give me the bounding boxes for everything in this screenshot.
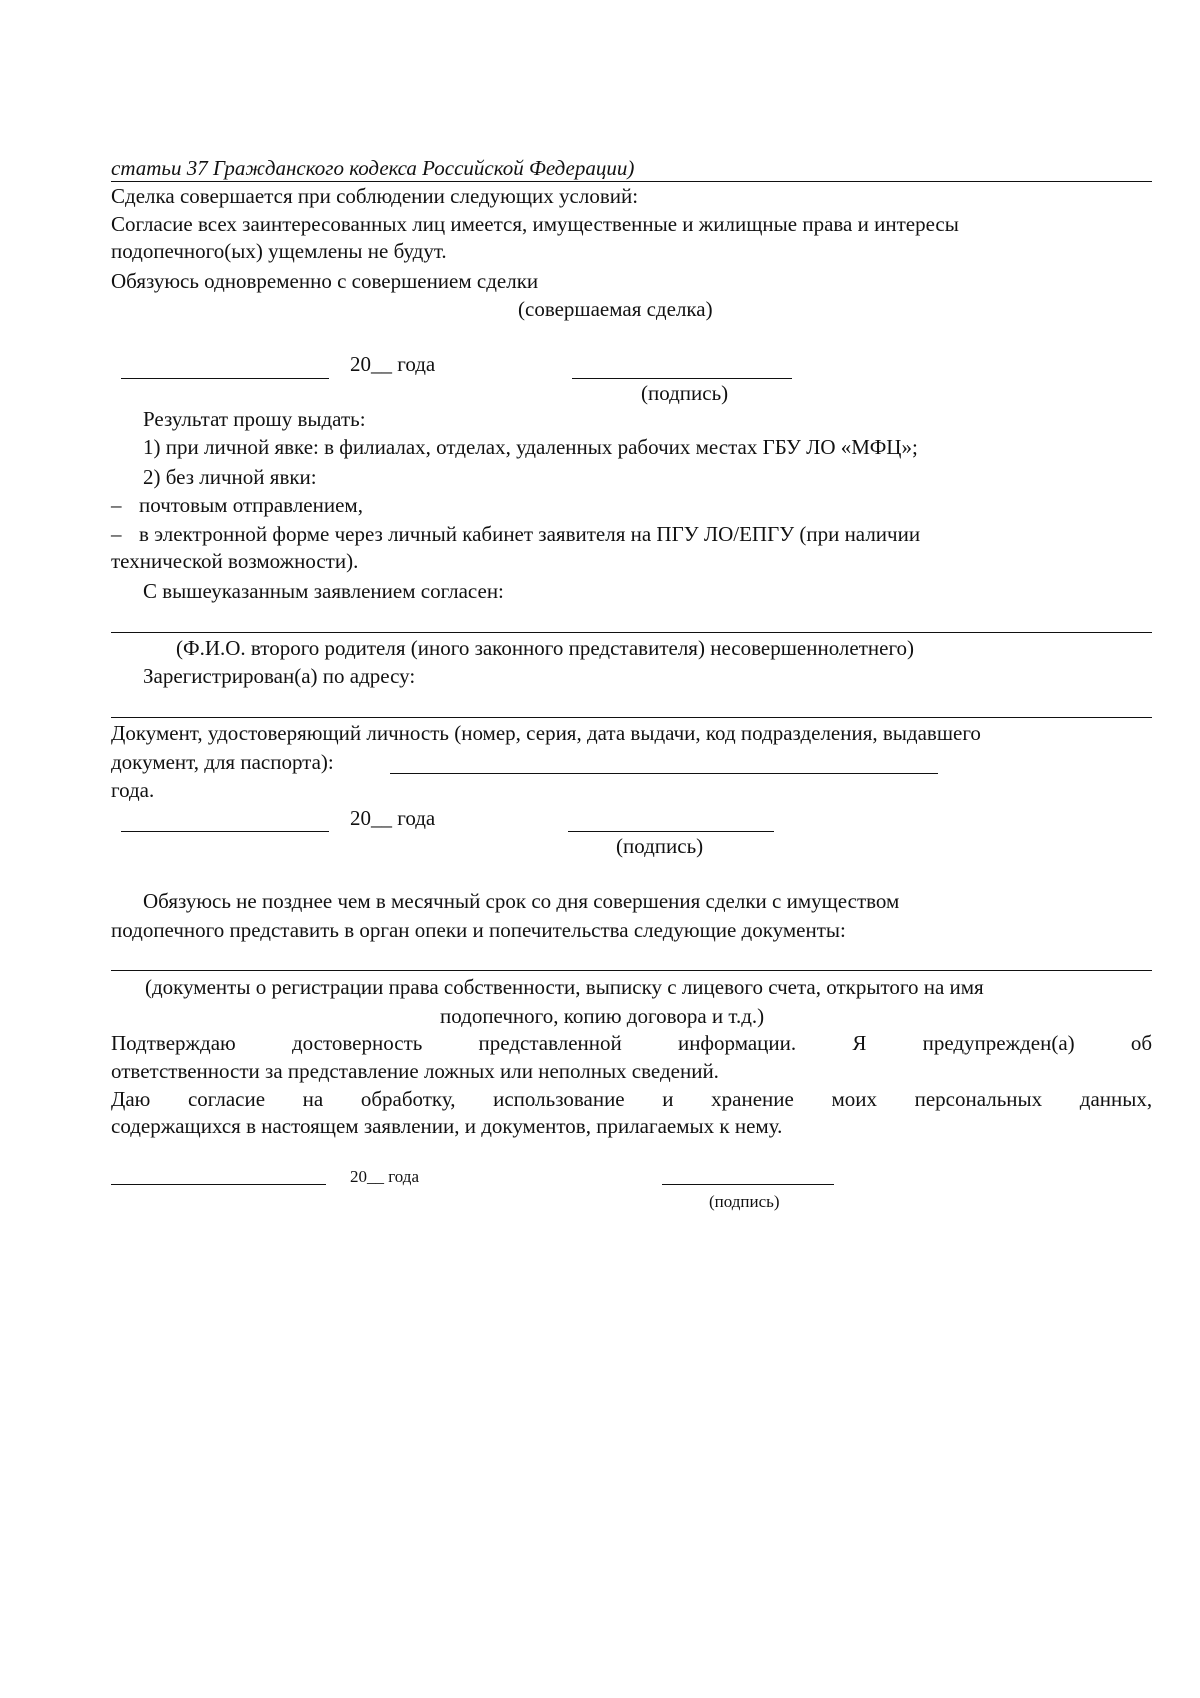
legal-basis-text: статьи 37 Гражданского кодекса Российской Федерации) xyxy=(111,156,635,180)
confirm-line-2: ответственности за представление ложных или неполных сведений. xyxy=(111,1059,719,1083)
identity-doc-blank[interactable] xyxy=(390,773,938,774)
result-bullet-electronic-1: в электронной форме через личный кабинет заявителя на ПГУ ЛО/ЕПГУ (при наличии xyxy=(139,522,921,546)
result-bullet-electronic-2: технической возможности). xyxy=(111,549,359,573)
bullet-marker: – xyxy=(111,522,122,546)
monthly-obligation-2: подопечного представить в орган опеки и попечительства следующие документы: xyxy=(111,918,846,942)
confirm-line-1: Подтверждаю достоверность представленной информации. Я предупрежден(а) об xyxy=(111,1031,1153,1055)
result-heading: Результат прошу выдать: xyxy=(143,407,366,431)
signature-caption-1: (подпись) xyxy=(641,381,729,405)
result-option-remote: 2) без личной явки: xyxy=(143,465,317,489)
signature-caption-3: (подпись) xyxy=(709,1192,780,1211)
signature-blank-3[interactable] xyxy=(662,1184,834,1185)
year-field-2: 20__ года xyxy=(350,806,436,830)
signature-blank-1[interactable] xyxy=(572,378,792,379)
obligation-intro: Обязуюсь одновременно с совершением сделки xyxy=(111,269,539,293)
documents-caption-1: (документы о регистрации права собственности, выписку с лицевого счета, открытого на имя xyxy=(145,975,984,999)
date-blank-3[interactable] xyxy=(111,1184,326,1185)
documents-caption-2: подопечного, копию договора и т.д.) xyxy=(440,1004,765,1028)
identity-doc-line-2: документ, для паспорта): xyxy=(111,750,334,774)
consent-line-1: Согласие всех заинтересованных лиц имеется, имущественные и жилищные права и интересы xyxy=(111,212,959,236)
date-blank-1[interactable] xyxy=(121,378,329,379)
address-line[interactable] xyxy=(111,717,1152,718)
identity-doc-line-1: Документ, удостоверяющий личность (номер, серия, дата выдачи, код подразделения, выдавшего xyxy=(111,721,981,745)
registered-address-label: Зарегистрирован(а) по адресу: xyxy=(143,664,416,688)
signature-caption-2: (подпись) xyxy=(616,834,704,858)
monthly-obligation-1: Обязуюсь не позднее чем в месячный срок со дня совершения сделки с имуществом xyxy=(143,889,900,913)
year-field-1: 20__ года xyxy=(350,352,436,376)
date-blank-2[interactable] xyxy=(121,831,329,832)
result-bullet-mail: почтовым отправлением, xyxy=(139,493,363,517)
second-parent-caption: (Ф.И.О. второго родителя (иного законного представителя) несовершеннолетнего) xyxy=(176,636,915,660)
signature-blank-2[interactable] xyxy=(568,831,774,832)
documents-line[interactable] xyxy=(111,970,1152,971)
header-rule xyxy=(111,181,1152,182)
year-suffix: года. xyxy=(111,778,155,802)
personal-data-line-1: Даю согласие на обработку, использование и хранение моих персональных данных, xyxy=(111,1087,1153,1111)
agreement-line: С вышеуказанным заявлением согласен: xyxy=(143,579,504,603)
consent-line-2: подопечного(ых) ущемлены не будут. xyxy=(111,239,447,263)
second-parent-name-line[interactable] xyxy=(111,632,1152,633)
conditions-intro: Сделка совершается при соблюдении следующих условий: xyxy=(111,184,639,208)
personal-data-line-2: содержащихся в настоящем заявлении, и документов, прилагаемых к нему. xyxy=(111,1114,783,1138)
year-field-3: 20__ года xyxy=(350,1167,420,1186)
bullet-marker: – xyxy=(111,493,122,517)
result-option-in-person: 1) при личной явке: в филиалах, отделах, удаленных рабочих местах ГБУ ЛО «МФЦ»; xyxy=(143,435,918,459)
transaction-caption: (совершаемая сделка) xyxy=(518,297,713,321)
